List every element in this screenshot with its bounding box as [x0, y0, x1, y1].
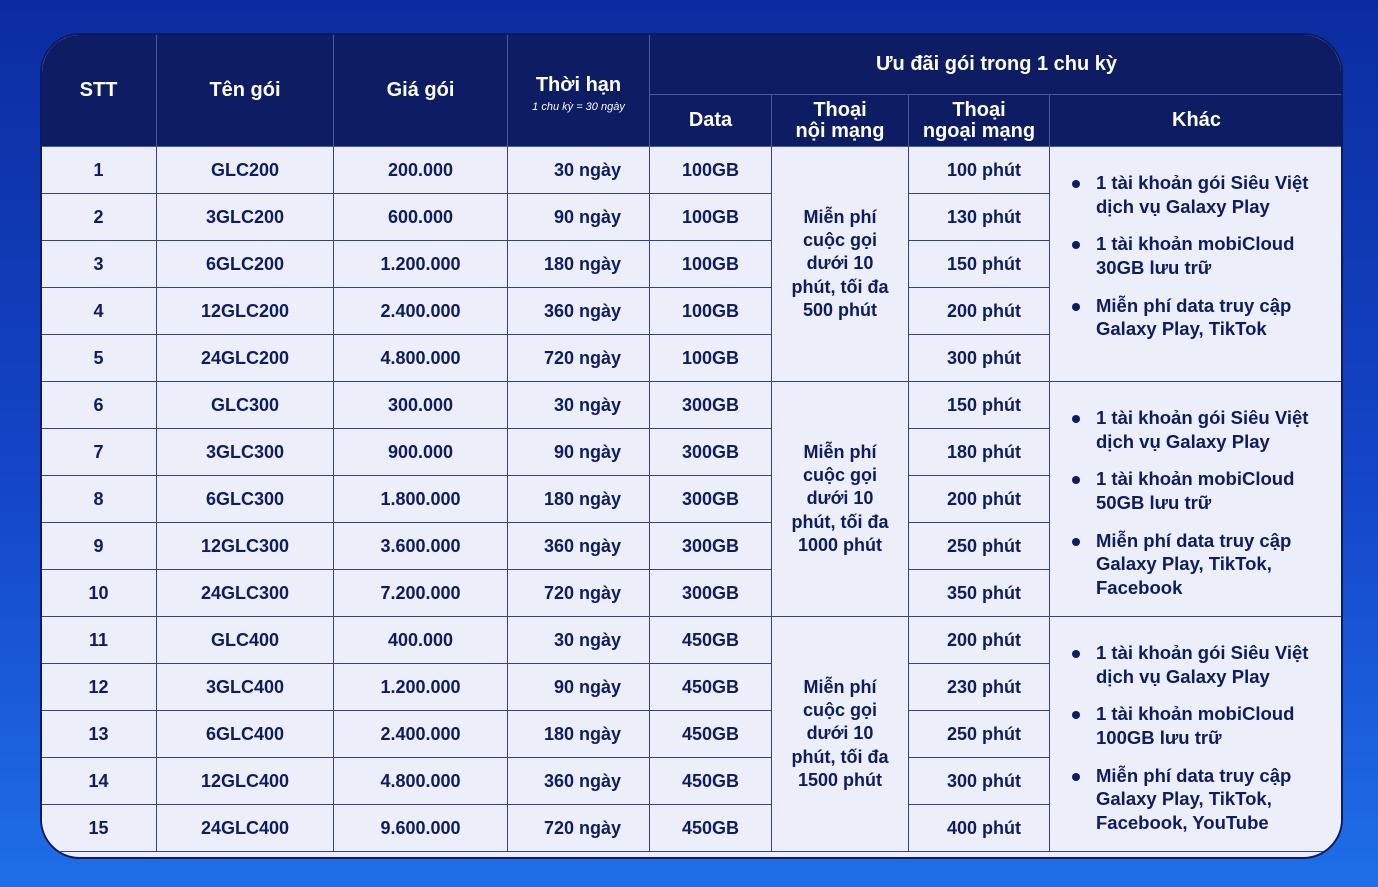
cell-onnet-merged [772, 147, 909, 382]
cell-data: 450GB [650, 711, 772, 758]
onnet-line: dưới 10 [806, 253, 874, 274]
onnet-line: 500 phút [802, 299, 877, 320]
onnet-line: dưới 10 [806, 488, 874, 509]
cell-duration: 30 ngày [508, 382, 650, 429]
cell-price: 2.400.000 [334, 288, 508, 335]
cell-stt: 3 [41, 241, 157, 288]
cell-stt: 14 [41, 758, 157, 805]
onnet-line: phút, tối đa [791, 746, 889, 767]
cell-name: 24GLC300 [157, 570, 334, 617]
cell-other-merged [1050, 382, 1344, 617]
onnet-line: Miễn phí [803, 442, 877, 463]
cell-name: GLC400 [157, 617, 334, 664]
cell-stt: 15 [41, 805, 157, 852]
other-list [1070, 171, 1331, 341]
cell-price: 2.400.000 [334, 711, 508, 758]
cell-offnet: 150 phút [909, 382, 1050, 429]
cell-stt: 4 [41, 288, 157, 335]
cell-price: 9.600.000 [334, 805, 508, 852]
cell-name: 6GLC400 [157, 711, 334, 758]
cell-price: 7.200.000 [334, 570, 508, 617]
other-list-item: 1 tài khoản mobiCloud 30GB lưu trữ [1070, 232, 1331, 279]
cell-offnet: 300 phút [909, 335, 1050, 382]
cell-onnet-merged [772, 617, 909, 852]
header-offnet-line1: Thoại [952, 98, 1006, 121]
other-list-item: 1 tài khoản mobiCloud 50GB lưu trữ [1070, 467, 1331, 514]
cell-data: 100GB [650, 194, 772, 241]
cell-duration: 720 ngày [508, 805, 650, 852]
cell-duration: 90 ngày [508, 194, 650, 241]
cell-price: 200.000 [334, 147, 508, 194]
cell-data: 100GB [650, 335, 772, 382]
cell-stt: 1 [41, 147, 157, 194]
cell-onnet-merged [772, 382, 909, 617]
cell-name: GLC300 [157, 382, 334, 429]
cell-price: 3.600.000 [334, 523, 508, 570]
cell-price: 1.200.000 [334, 664, 508, 711]
cell-duration: 90 ngày [508, 664, 650, 711]
other-list-item: 1 tài khoản mobiCloud 100GB lưu trữ [1070, 702, 1331, 749]
cell-data: 450GB [650, 664, 772, 711]
cell-stt: 12 [41, 664, 157, 711]
cell-name: 12GLC400 [157, 758, 334, 805]
header-duration-label: Thời hạn [535, 73, 622, 96]
cell-name: 12GLC300 [157, 523, 334, 570]
table-body [41, 147, 1344, 852]
cell-name: 24GLC400 [157, 805, 334, 852]
onnet-line: cuộc gọi [802, 465, 877, 486]
cell-duration: 360 ngày [508, 758, 650, 805]
cell-offnet: 350 phút [909, 570, 1050, 617]
header-price: Giá gói [334, 34, 508, 147]
cell-duration: 90 ngày [508, 429, 650, 476]
cell-name: 12GLC200 [157, 288, 334, 335]
cell-name: 3GLC200 [157, 194, 334, 241]
cell-stt: 11 [41, 617, 157, 664]
header-other: Khác [1050, 95, 1344, 147]
cell-offnet: 150 phút [909, 241, 1050, 288]
cell-offnet: 230 phút [909, 664, 1050, 711]
cell-name: 6GLC200 [157, 241, 334, 288]
header-offers: Ưu đãi gói trong 1 chu kỳ [650, 34, 1344, 95]
cell-data: 300GB [650, 476, 772, 523]
cell-price: 600.000 [334, 194, 508, 241]
cell-data: 300GB [650, 429, 772, 476]
cell-stt: 7 [41, 429, 157, 476]
header-offnet [909, 95, 1050, 147]
cell-price: 1.200.000 [334, 241, 508, 288]
other-list-item: Miễn phí data truy cập Galaxy Play, TikTok [1070, 294, 1331, 341]
table-row [41, 382, 1344, 429]
cell-offnet: 250 phút [909, 523, 1050, 570]
header-onnet-line2: nội mạng [795, 119, 885, 142]
cell-duration: 360 ngày [508, 523, 650, 570]
other-list [1070, 641, 1331, 835]
cell-offnet: 100 phút [909, 147, 1050, 194]
cell-other-merged [1050, 147, 1344, 382]
cell-offnet: 400 phút [909, 805, 1050, 852]
cell-duration: 30 ngày [508, 147, 650, 194]
cell-offnet: 300 phút [909, 758, 1050, 805]
cell-price: 4.800.000 [334, 335, 508, 382]
cell-price: 300.000 [334, 382, 508, 429]
table-row [41, 617, 1344, 664]
other-list-item: 1 tài khoản gói Siêu Việt dịch vụ Galaxy Play [1070, 641, 1331, 688]
cell-other-merged [1050, 617, 1344, 852]
cell-duration: 720 ngày [508, 570, 650, 617]
other-list-item: 1 tài khoản gói Siêu Việt dịch vụ Galaxy Play [1070, 171, 1331, 218]
cell-duration: 30 ngày [508, 617, 650, 664]
other-list-item: 1 tài khoản gói Siêu Việt dịch vụ Galaxy Play [1070, 406, 1331, 453]
onnet-line: phút, tối đa [791, 276, 889, 297]
cell-duration: 180 ngày [508, 241, 650, 288]
onnet-line: dưới 10 [806, 723, 874, 744]
cell-offnet: 130 phút [909, 194, 1050, 241]
other-list-item: Miễn phí data truy cập Galaxy Play, TikTok, Facebook, YouTube [1070, 764, 1331, 835]
cell-price: 1.800.000 [334, 476, 508, 523]
cell-offnet: 250 phút [909, 711, 1050, 758]
cell-offnet: 180 phút [909, 429, 1050, 476]
cell-offnet: 200 phút [909, 476, 1050, 523]
cell-data: 100GB [650, 241, 772, 288]
cell-offnet: 200 phút [909, 288, 1050, 335]
cell-stt: 13 [41, 711, 157, 758]
cell-data: 450GB [650, 805, 772, 852]
onnet-line: Miễn phí [803, 207, 877, 228]
cell-duration: 360 ngày [508, 288, 650, 335]
onnet-line: 1000 phút [797, 534, 883, 555]
cell-stt: 10 [41, 570, 157, 617]
cell-name: 3GLC400 [157, 664, 334, 711]
cell-duration: 180 ngày [508, 476, 650, 523]
cell-stt: 2 [41, 194, 157, 241]
header-stt: STT [41, 34, 157, 147]
cell-price: 400.000 [334, 617, 508, 664]
package-table [40, 33, 1343, 852]
cell-data: 100GB [650, 288, 772, 335]
table-row [41, 147, 1344, 194]
header-duration [508, 34, 650, 147]
cell-name: GLC200 [157, 147, 334, 194]
onnet-line: Miễn phí [803, 677, 877, 698]
header-offnet-line2: ngoại mạng [922, 119, 1036, 142]
other-list [1070, 406, 1331, 600]
cell-name: 3GLC300 [157, 429, 334, 476]
cell-offnet: 200 phút [909, 617, 1050, 664]
cell-duration: 180 ngày [508, 711, 650, 758]
other-list-item: Miễn phí data truy cập Galaxy Play, TikTok, Facebook [1070, 529, 1331, 600]
onnet-line: phút, tối đa [791, 511, 889, 532]
header-name: Tên gói [157, 34, 334, 147]
cell-duration: 720 ngày [508, 335, 650, 382]
cell-data: 100GB [650, 147, 772, 194]
header-onnet-line1: Thoại [813, 98, 867, 121]
cell-data: 300GB [650, 570, 772, 617]
cell-stt: 6 [41, 382, 157, 429]
cell-data: 300GB [650, 382, 772, 429]
cell-data: 450GB [650, 758, 772, 805]
cell-stt: 8 [41, 476, 157, 523]
cell-data: 300GB [650, 523, 772, 570]
onnet-line: 1500 phút [797, 769, 883, 790]
cell-stt: 5 [41, 335, 157, 382]
onnet-line: cuộc gọi [802, 700, 877, 721]
cell-price: 4.800.000 [334, 758, 508, 805]
cell-stt: 9 [41, 523, 157, 570]
package-table-card [40, 33, 1343, 859]
header-data: Data [650, 95, 772, 147]
cell-name: 24GLC200 [157, 335, 334, 382]
cell-data: 450GB [650, 617, 772, 664]
cell-price: 900.000 [334, 429, 508, 476]
onnet-line: cuộc gọi [802, 230, 877, 251]
header-onnet [772, 95, 909, 147]
cell-name: 6GLC300 [157, 476, 334, 523]
header-duration-note: 1 chu kỳ = 30 ngày [532, 100, 625, 113]
